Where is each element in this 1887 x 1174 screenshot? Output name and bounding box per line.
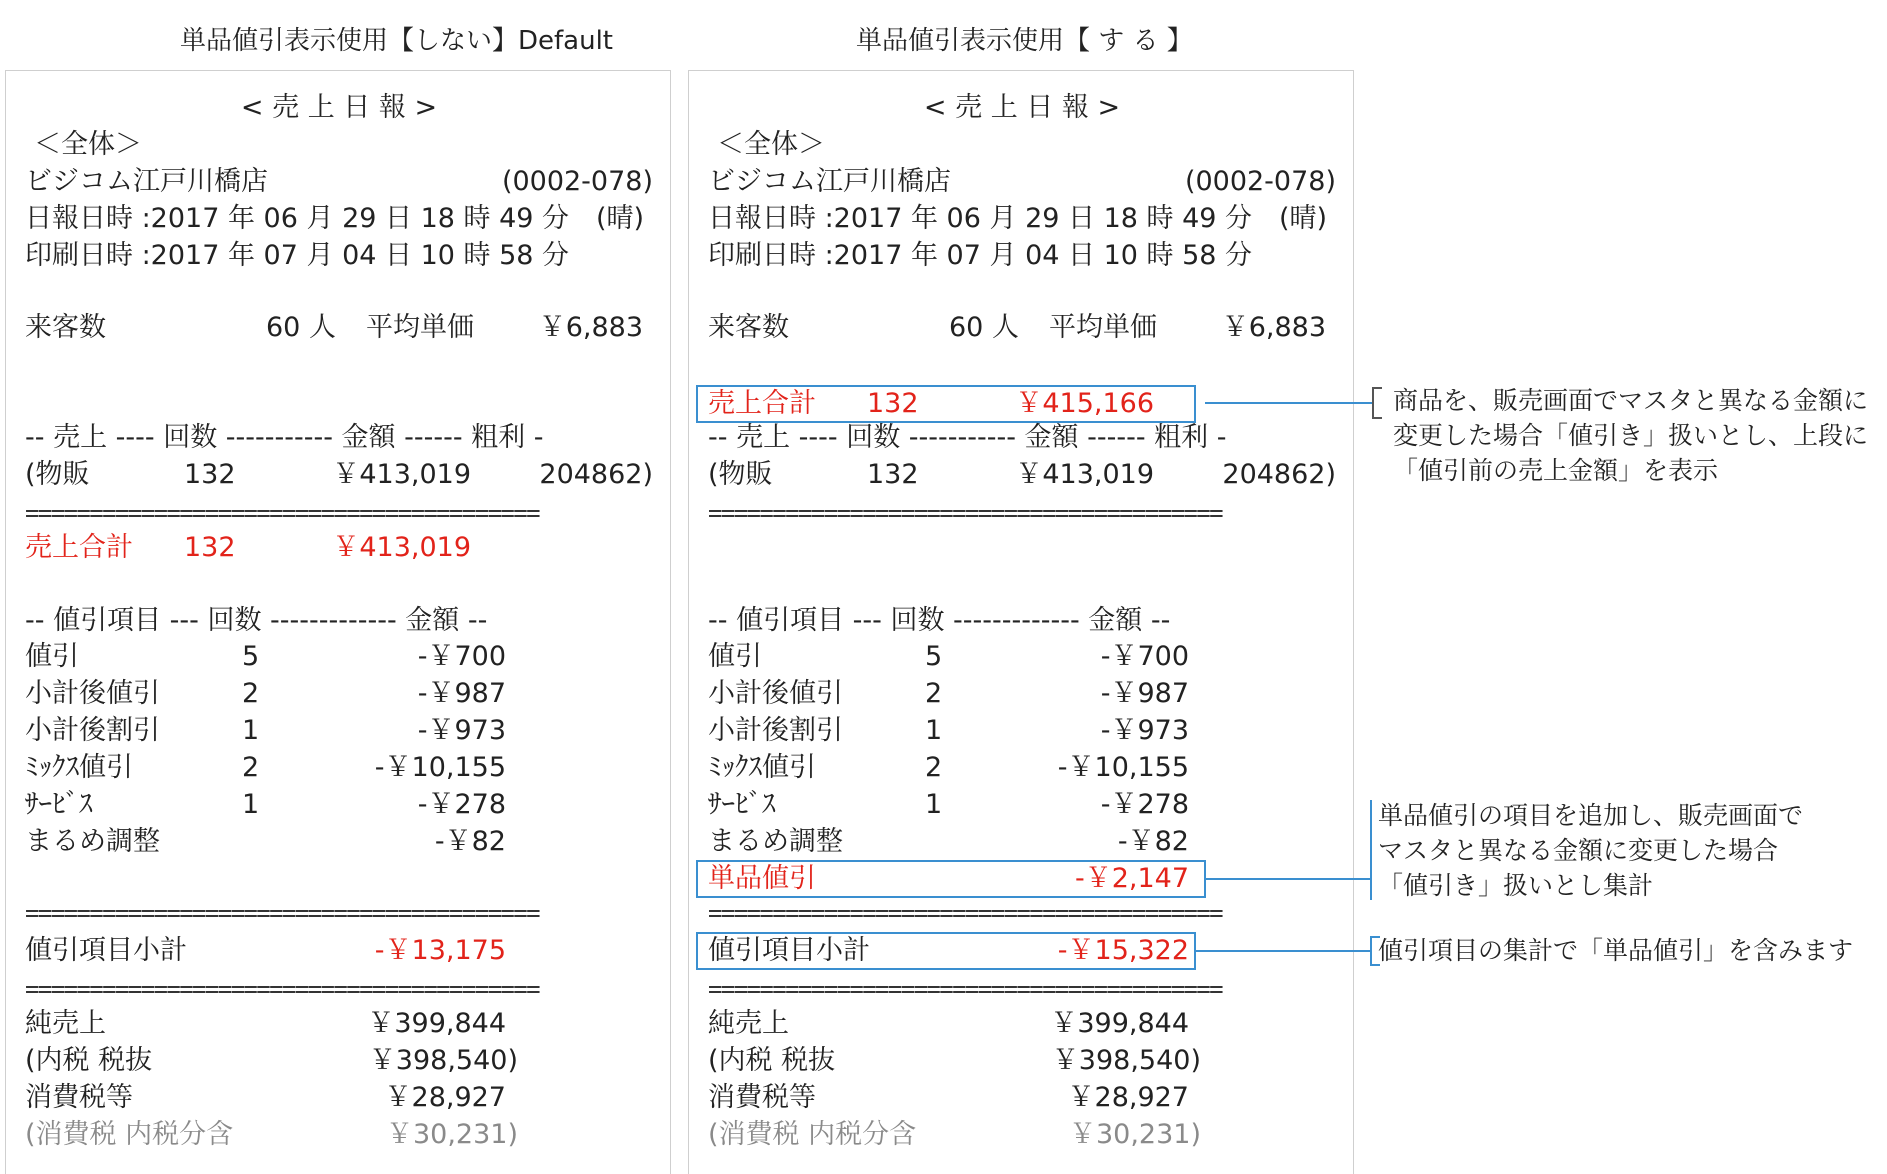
sales-row-amount: ￥413,019 [1015, 459, 1154, 490]
report-title: < 売 上 日 報 > [923, 92, 1121, 123]
tax-incl-amount: ￥30,231) [1068, 1119, 1201, 1150]
tax-excl-amount: ￥398,540) [1051, 1045, 1201, 1076]
discount-subtotal-label: 値引項目小計 [708, 935, 870, 966]
separator: ======================================== [708, 901, 1222, 925]
sales-total-count: 132 [867, 388, 919, 419]
sales-total-count: 132 [184, 532, 236, 563]
discount-count: 1 [925, 715, 943, 746]
sales-total-label: 売上合計 [708, 388, 816, 419]
sales-total-amount: ￥415,166 [1015, 388, 1154, 419]
callout-line-2 [1205, 878, 1370, 880]
discount-label: 小計後値引 [25, 678, 160, 709]
callout-line-1 [1205, 402, 1372, 404]
separator: ======================================== [708, 977, 1222, 1001]
callout-line-2-vertical [1370, 800, 1372, 900]
store-name: ビジコム江戸川橋店 [25, 166, 268, 197]
note-line: 「値引き」扱いとし集計 [1378, 871, 1654, 900]
avg-price-label: 平均単価 [366, 312, 474, 343]
note-line: マスタと異なる金額に変更した場合 [1378, 836, 1779, 865]
discount-label: 小計後割引 [25, 715, 160, 746]
discount-header: -- 値引項目 --- 回数 ------------- 金額 -- [25, 605, 488, 636]
sales-row-label: (物販 [25, 459, 90, 490]
sales-row-label: (物販 [708, 459, 773, 490]
discount-amount: -￥10,155 [374, 752, 506, 783]
discount-label: ﾐｯｸｽ値引 [25, 752, 133, 783]
tax-incl-label: (消費税 内税分含 [708, 1119, 917, 1150]
avg-price-value: ￥6,883 [1221, 312, 1326, 343]
avg-price-label: 平均単価 [1049, 312, 1157, 343]
weather: (晴) [1279, 203, 1328, 234]
tax-excl-label: (内税 税抜 [708, 1045, 836, 1076]
consumption-tax-amount: ￥28,927 [1067, 1082, 1189, 1113]
consumption-tax-label: 消費税等 [25, 1082, 133, 1113]
weather: (晴) [596, 203, 645, 234]
discount-count: 2 [925, 752, 943, 783]
discount-subtotal-label: 値引項目小計 [25, 935, 187, 966]
consumption-tax-amount: ￥28,927 [384, 1082, 506, 1113]
store-name: ビジコム江戸川橋店 [708, 166, 951, 197]
discount-label: 値引 [25, 641, 79, 672]
receipt-unit-discount [688, 70, 1354, 1174]
store-code: (0002-078) [501, 166, 653, 197]
right-heading: 単品値引表示使用【 す る 】 [856, 26, 1193, 56]
discount-amount: -￥278 [417, 789, 506, 820]
left-heading: 単品値引表示使用【しない】Default [180, 26, 613, 56]
store-code: (0002-078) [1184, 166, 1336, 197]
sales-header: -- 売上 ---- 回数 ----------- 金額 ------ 粗利 - [25, 422, 544, 453]
discount-amount: -￥987 [417, 678, 506, 709]
net-sales-label: 純売上 [25, 1008, 106, 1039]
net-sales-amount: ￥399,844 [1050, 1008, 1189, 1039]
unit-discount-amount: -￥2,147 [1074, 863, 1189, 894]
discount-amount: -￥700 [1100, 641, 1189, 672]
report-datetime: 日報日時 :2017 年 06 月 29 日 18 時 49 分 [708, 203, 1253, 234]
visitors-label: 来客数 [708, 312, 789, 343]
print-datetime: 印刷日時 :2017 年 07 月 04 日 10 時 58 分 [25, 240, 570, 271]
discount-count: 1 [925, 789, 943, 820]
note-line: 商品を、販売画面でマスタと異なる金額に [1393, 386, 1869, 415]
separator: ======================================== [708, 501, 1222, 525]
sales-total-amount: ￥413,019 [332, 532, 471, 563]
discount-label: ｻｰﾋﾞｽ [25, 789, 93, 820]
discount-count: 5 [242, 641, 260, 672]
separator: ======================================== [25, 901, 539, 925]
discount-label: 小計後値引 [708, 678, 843, 709]
discount-amount: -￥82 [1117, 826, 1189, 857]
report-title: < 売 上 日 報 > [240, 92, 438, 123]
discount-count: 2 [242, 678, 260, 709]
tax-incl-amount: ￥30,231) [385, 1119, 518, 1150]
report-scope: ＜全体＞ [717, 129, 825, 160]
note-line: 「値引前の売上金額」を表示 [1393, 456, 1719, 485]
visitors-count: 60 人 [266, 312, 336, 343]
discount-subtotal-amount: -￥15,322 [1057, 935, 1189, 966]
net-sales-amount: ￥399,844 [367, 1008, 506, 1039]
discount-label: まるめ調整 [708, 826, 843, 857]
discount-label: ｻｰﾋﾞｽ [708, 789, 776, 820]
discount-amount: -￥10,155 [1057, 752, 1189, 783]
sales-row-count: 132 [867, 459, 919, 490]
discount-count: 2 [925, 678, 943, 709]
discount-amount: -￥82 [434, 826, 506, 857]
sales-row-amount: ￥413,019 [332, 459, 471, 490]
discount-subtotal-amount: -￥13,175 [374, 935, 506, 966]
discount-amount: -￥987 [1100, 678, 1189, 709]
tax-incl-label: (消費税 内税分含 [25, 1119, 234, 1150]
tax-excl-amount: ￥398,540) [368, 1045, 518, 1076]
discount-count: 5 [925, 641, 943, 672]
discount-label: 値引 [708, 641, 762, 672]
print-datetime: 印刷日時 :2017 年 07 月 04 日 10 時 58 分 [708, 240, 1253, 271]
discount-count: 1 [242, 789, 260, 820]
note-line: 単品値引の項目を追加し、販売画面で [1378, 801, 1804, 830]
avg-price-value: ￥6,883 [538, 312, 643, 343]
report-datetime: 日報日時 :2017 年 06 月 29 日 18 時 49 分 [25, 203, 570, 234]
sales-row-profit: 204862) [539, 459, 653, 490]
discount-amount: -￥973 [1100, 715, 1189, 746]
discount-amount: -￥973 [417, 715, 506, 746]
discount-label: ﾐｯｸｽ値引 [708, 752, 816, 783]
discount-label: まるめ調整 [25, 826, 160, 857]
discount-count: 2 [242, 752, 260, 783]
note-line: 値引項目の集計で「単品値引」を含みます [1378, 936, 1854, 965]
visitors-label: 来客数 [25, 312, 106, 343]
sales-total-label: 売上合計 [25, 532, 133, 563]
receipt-default [5, 70, 671, 1174]
callout-bracket-1 [1372, 387, 1382, 419]
discount-header: -- 値引項目 --- 回数 ------------- 金額 -- [708, 605, 1171, 636]
consumption-tax-label: 消費税等 [708, 1082, 816, 1113]
sales-row-count: 132 [184, 459, 236, 490]
unit-discount-label: 単品値引 [708, 863, 816, 894]
sales-header: -- 売上 ---- 回数 ----------- 金額 ------ 粗利 - [708, 422, 1227, 453]
note-line: 変更した場合「値引き」扱いとし、上段に [1393, 421, 1869, 450]
separator: ======================================== [25, 977, 539, 1001]
discount-label: 小計後割引 [708, 715, 843, 746]
discount-amount: -￥700 [417, 641, 506, 672]
report-scope: ＜全体＞ [34, 129, 142, 160]
discount-count: 1 [242, 715, 260, 746]
visitors-count: 60 人 [949, 312, 1019, 343]
sales-row-profit: 204862) [1222, 459, 1336, 490]
separator: ======================================== [25, 501, 539, 525]
tax-excl-label: (内税 税抜 [25, 1045, 153, 1076]
discount-amount: -￥278 [1100, 789, 1189, 820]
callout-line-3 [1195, 950, 1370, 952]
net-sales-label: 純売上 [708, 1008, 789, 1039]
